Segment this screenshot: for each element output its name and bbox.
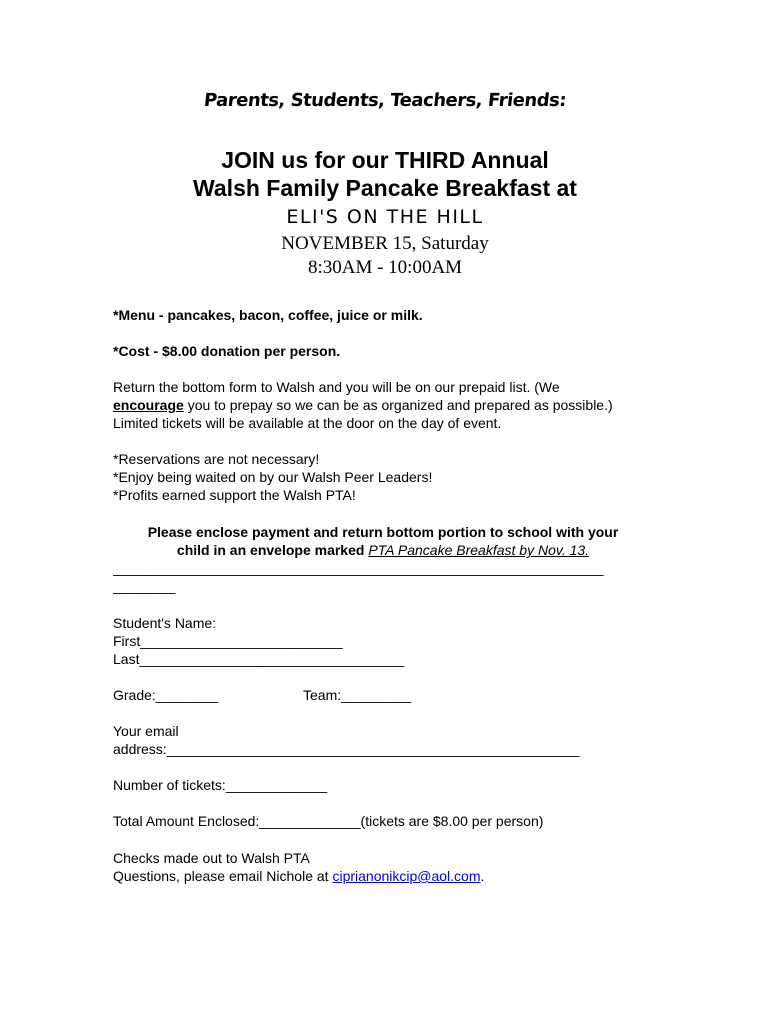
first-name-field[interactable]: First__________________________ [113,633,343,649]
total-amount-field[interactable]: Total Amount Enclosed:_____________(tickets are $8.00 per person) [113,813,544,829]
event-title [0,146,770,202]
instructions-line1: Please enclose payment and return bottom portion to school with your [147,524,619,540]
audience-heading: Parents, Students, Teachers, Friends: [202,90,568,111]
prepay-line3: Limited tickets will be available at the door on the day of event. [113,415,502,431]
instructions [113,523,653,559]
email-label: Your email [113,723,179,739]
student-name-block [113,614,673,668]
envelope-label: PTA Pancake Breakfast by Nov. 13. [368,542,590,558]
encourage-word: encourage [113,397,184,413]
event-datetime [0,232,770,280]
instructions-line2: child in an envelope marked PTA Pancake Breakfast by Nov. 13. [176,542,590,558]
tickets-field[interactable]: Number of tickets:_____________ [113,777,328,793]
menu-line: *Menu - pancakes, bacon, coffee, juice or milk. [113,307,423,323]
last-name-field[interactable]: Last__________________________________ [113,651,405,667]
bullet-profits: *Profits earned support the Walsh PTA! [113,487,356,503]
grade-team-row [113,686,673,704]
bullet-reservations: *Reservations are not necessary! [113,451,320,467]
bullet-peer-leaders: *Enjoy being waited on by our Walsh Peer Leaders! [113,469,433,485]
prepay-line2 [113,396,673,414]
email-block [113,722,673,758]
event-title-line1: JOIN us for our THIRD Annual [221,147,549,173]
prepay-line1: Return the bottom form to Walsh and you will be on our prepaid list. (We [113,379,560,395]
event-title-line2: Walsh Family Pancake Breakfast at [193,175,577,201]
bullet-list [113,450,673,504]
email-field[interactable]: address:_____________________________________________________ [113,741,580,757]
prepay-paragraph [113,378,673,432]
prepay-line2-text: you to prepay so we can be as organized and prepared as possible.) [183,397,613,413]
event-date: NOVEMBER 15, Saturday [281,233,489,254]
venue-name: ELI'S ON THE HILL [286,206,484,228]
contact-block [113,849,673,885]
cut-line-2: ________ [113,578,176,594]
checks-line: Checks made out to Walsh PTA [113,850,310,866]
grade-field[interactable]: Grade:________ [113,687,219,703]
student-name-label: Student's Name: [113,615,217,631]
event-time: 8:30AM - 10:00AM [307,257,463,278]
team-field[interactable]: Team:_________ [303,687,412,703]
cut-line-1: _______________________________________________________________ [113,560,604,576]
questions-line: Questions, please email Nichole at ciprianonikcip@aol.com. [113,868,485,884]
cut-line [113,559,673,595]
cost-line: *Cost - $8.00 donation per person. [113,343,341,359]
contact-email-link[interactable]: ciprianonikcip@aol.com [332,868,481,884]
